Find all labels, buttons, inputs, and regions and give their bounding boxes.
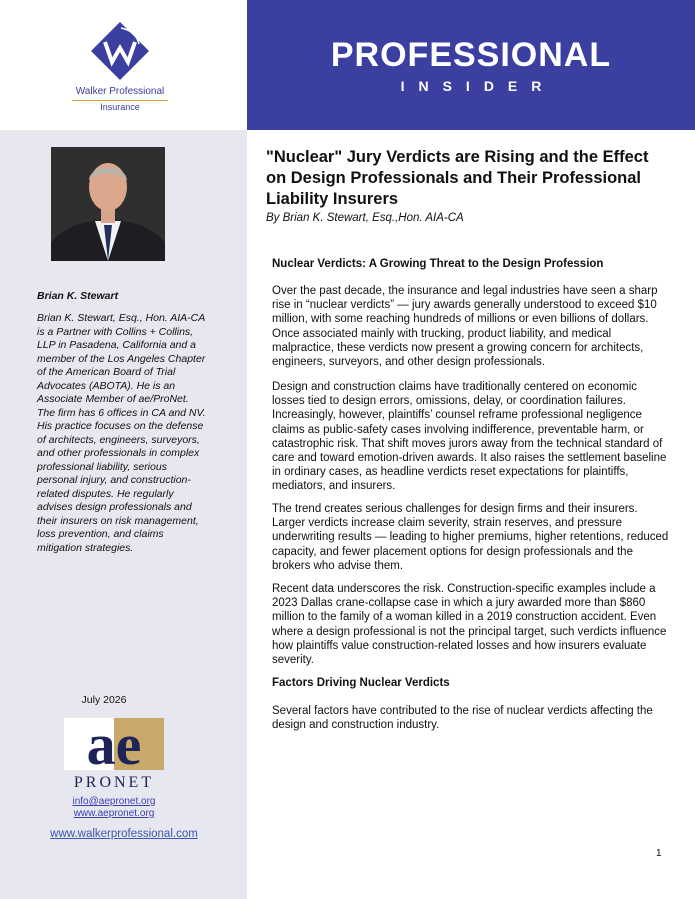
walker-w-diamond-icon (91, 22, 149, 80)
walker-underline (72, 100, 168, 101)
ae-site-link[interactable]: www.aepronet.org (73, 808, 155, 819)
ae-pronet-logo (64, 718, 164, 790)
ae-letters: ae (86, 718, 142, 777)
header-banner (247, 0, 695, 130)
issue-date: July 2026 (81, 694, 127, 706)
paragraph-2: Design and construction claims have traditionally centered on economic losses tied to design errors, omissions, delay, or coordination failures. Increasingly, however, plaintiffs’ counsel reframe professional negligence claims as public-safety cases involving indifference, preventable harm, or catastrophic risk. That shift moves jurors away from the technical standard of care and toward emotion-driven awards. It also raises the settlement baseline in ordinary cases, as headline verdicts reset expectations for plaintiffs, mediators, and insurers. (272, 381, 667, 493)
ae-pronet-logo-icon (64, 718, 164, 790)
brand-title: PROFESSIONAL (330, 36, 612, 74)
ae-wordmark: PRONET (73, 774, 155, 790)
brand-subtitle: INSIDER (400, 78, 556, 94)
ae-email-link[interactable]: info@aepronet.org (72, 796, 156, 807)
walker-website-link[interactable]: www.walkerprofessional.com (50, 828, 198, 840)
author-portrait-icon (51, 147, 165, 261)
paragraph-3: The trend creates serious challenges for design firms and their insurers. Larger verdicts increase claim severity, strain reserves, and pressure underwriting results — leading to higher premiums, higher retentions, reduced capacity, and fewer placement options for design professionals and the brokers who advise them. (272, 503, 669, 572)
ae-contact (0, 796, 228, 820)
walker-name-2: Professional (109, 86, 165, 97)
paragraph-5: Several factors have contributed to the rise of nuclear verdicts affecting the design and construction industry. (272, 705, 653, 732)
walker-name-1: Walker (75, 86, 107, 97)
sidebar (0, 0, 247, 899)
author-name: Brian K. Stewart (37, 290, 119, 302)
paragraph-1: Over the past decade, the insurance and legal industries have seen a sharp rise in “nuclear verdicts” — jury awards generally understood to exceed $10 million, with some reaching hundreds of millions or even billions of dollars. Once associated mainly with trucking, product liability, and medical malpractice, these verdicts now present a growing concern for architects, engineers, surveyors, and other design professionals. (272, 285, 658, 369)
author-bio: Brian K. Stewart, Esq., Hon. AIA-CA is a Partner with Collins + Collins, LLP in Pasadena, California and a member of the Los Angeles Chapter of the American Board of Trial Advocates (ABOTA). He is an Associate Member of ae/ProNet. The firm has 6 offices in CA and NV. His practice focuses on the defense of architects, engineers, surveyors, and other professionals in complex professional liability, serious personal injury, and construction-related disputes. He regularly advises design professionals and their insurers on risk management, loss prevention, and claims mitigation strategies. (37, 312, 206, 554)
page-number: 1 (656, 848, 662, 859)
walker-subtitle: Insurance (100, 102, 140, 112)
article-byline: By Brian K. Stewart, Esq.,Hon. AIA-CA (266, 212, 464, 224)
author-photo (51, 147, 165, 261)
article-title: "Nuclear" Jury Verdicts are Rising and the Effect on Design Professionals and Their Professional Liability Insurers (266, 148, 649, 208)
section-heading-2: Factors Driving Nuclear Verdicts (272, 677, 450, 689)
paragraph-4: Recent data underscores the risk. Construction-specific examples include a 2023 Dallas crane-collapse case in which a jury awarded more than $860 million to the family of a woman killed in a 2019 construction accident. Even where a design professional is not the principal target, such verdicts influence how plaintiffs value construction-related losses and how insurers evaluate severity. (272, 583, 667, 667)
walker-name (70, 86, 170, 97)
walker-logo-area (0, 0, 247, 130)
section-heading-1: Nuclear Verdicts: A Growing Threat to the Design Profession (272, 258, 604, 270)
